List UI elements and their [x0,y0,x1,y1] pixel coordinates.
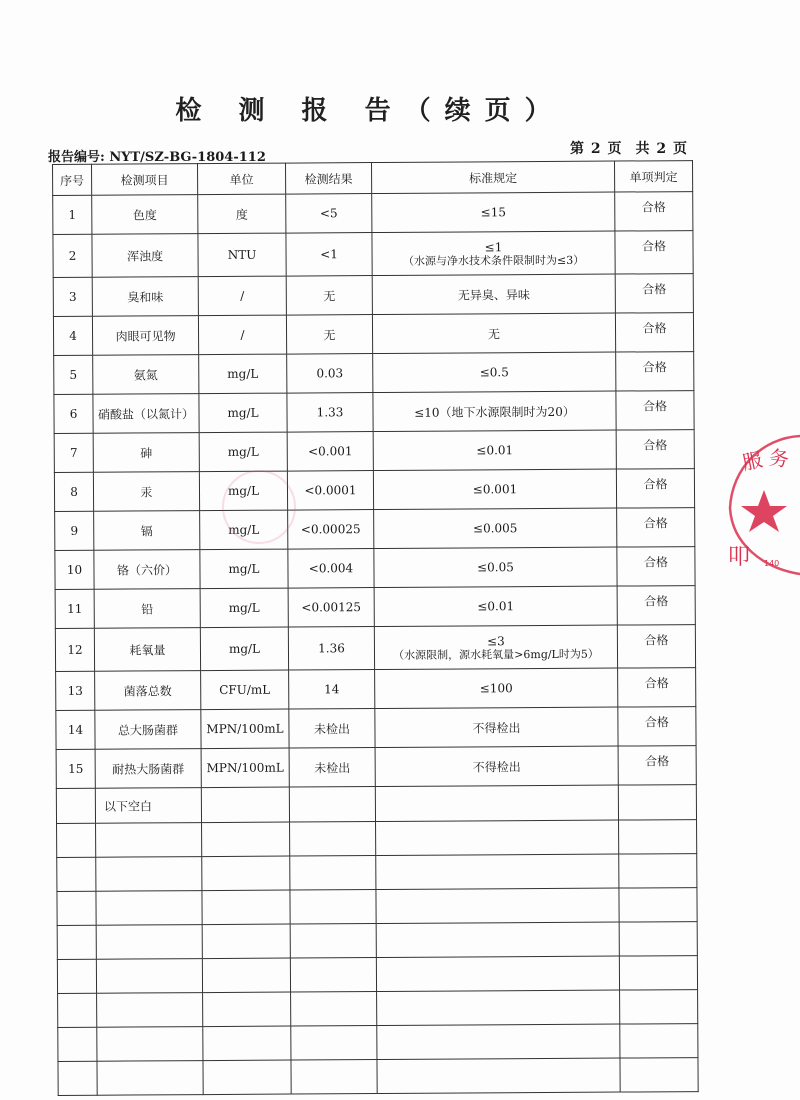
table-row [56,668,696,711]
row-unit: mg/L [200,549,288,589]
row-unit: MPN/100mL [201,709,289,749]
row-result: <0.004 [288,549,374,589]
blank-cell [620,1024,698,1058]
blank-cell [290,924,376,959]
blank-cell [290,822,376,857]
blank-cell [377,990,620,1025]
table-end-note-row [56,785,696,824]
column-header-standard: 标准规定 [371,161,614,193]
row-standard: 无异臭、异味 [372,274,615,314]
blank-cell [203,1060,291,1095]
row-item: 浑浊度 [92,234,198,278]
blank-cell [58,1027,97,1061]
row-unit: mg/L [200,627,288,671]
row-judge: 合格 [616,430,694,469]
blank-cell [619,956,697,990]
row-unit: / [198,315,286,355]
row-unit: / [198,276,286,316]
row-standard: ≤0.01 [374,586,617,626]
row-judge: 合格 [617,547,695,586]
blank-cell [377,1058,620,1093]
results-table [52,160,699,1096]
blank-cell [96,925,202,960]
row-item: 菌落总数 [95,671,201,711]
blank-cell [202,856,290,891]
blank-cell [290,890,376,925]
blank-cell [291,992,377,1027]
row-number: 1 [53,195,92,234]
row-number: 4 [53,316,92,355]
table-row [53,192,693,235]
row-number: 2 [53,234,92,277]
row-item: 耐热大肠菌群 [95,749,201,789]
row-standard: ≤10（地下水源限制时为20） [373,391,616,431]
blank-cell [56,788,95,823]
empty-table-row [57,854,697,892]
row-item: 硝酸盐（以氮计） [93,394,199,434]
blank-cell [201,787,289,823]
table-row [54,391,694,434]
row-result: 14 [289,670,375,710]
row-item: 铬（六价） [94,550,200,590]
row-number: 13 [56,671,95,710]
table-row [54,469,694,512]
table-row [55,586,695,629]
empty-table-row [58,1058,698,1096]
row-result: 未检出 [289,709,375,749]
table-row [53,231,693,278]
row-unit: mg/L [200,588,288,628]
row-number: 14 [56,710,95,749]
seal-star-icon [741,490,787,532]
row-unit: NTU [198,233,286,277]
row-standard: 不得检出 [375,707,618,747]
row-standard: ≤100 [375,668,618,708]
row-judge: 合格 [615,313,693,352]
row-unit: CFU/mL [201,670,289,710]
row-standard: ≤0.01 [373,430,616,470]
blank-cell [202,958,290,993]
row-standard: ≤0.05 [374,547,617,587]
blank-cell [291,1026,377,1061]
row-number: 11 [55,589,94,628]
row-result: 0.03 [287,354,373,394]
row-item: 砷 [93,433,199,473]
row-judge: 合格 [618,707,696,746]
row-standard: ≤0.005 [374,508,617,548]
row-judge: 合格 [617,586,695,625]
blank-cell [202,822,290,857]
row-judge: 合格 [615,274,693,313]
table-row [56,707,696,750]
blank-cell [96,823,202,858]
blank-cell [289,787,375,823]
row-item: 汞 [93,472,199,512]
blank-cell [57,925,96,959]
row-standard-main: ≤1 [484,239,503,254]
table-row [55,508,695,551]
row-number: 10 [55,550,94,589]
row-number: 7 [54,433,93,472]
row-item: 镉 [94,511,200,551]
row-standard: ≤0.001 [373,469,616,509]
blank-cell [57,823,96,857]
column-header-result: 检测结果 [285,163,371,195]
blank-cell [202,890,290,925]
row-number: 6 [54,394,93,433]
row-unit: 度 [198,194,286,234]
page-indicator: 第 2 页 共 2 页 [570,141,687,157]
row-standard: ≤15 [372,192,615,232]
empty-table-row [57,888,697,926]
blank-cell [620,990,698,1024]
row-number: 12 [55,628,94,671]
blank-cell [57,857,96,891]
row-result: <0.00125 [288,588,374,628]
blank-cell [619,854,697,888]
blank-cell [619,888,697,922]
faint-stamp-mark [222,470,296,544]
row-standard: 无 [372,313,615,353]
empty-table-row [57,820,697,858]
report-number-value: NYT/SZ-BG-1804-112 [109,150,266,165]
table-row [55,625,695,672]
row-standard: 不得检出 [375,746,618,786]
table-row [53,274,693,317]
blank-cell [96,959,202,994]
row-unit: MPN/100mL [201,748,289,788]
blank-cell [620,1058,698,1092]
blank-cell [203,992,291,1027]
row-result: 无 [286,276,372,316]
blank-cell [619,922,697,956]
table-row [53,313,693,356]
row-judge: 合格 [616,352,694,391]
row-judge: 合格 [617,508,695,547]
row-judge: 合格 [616,391,694,430]
row-judge: 合格 [617,625,695,668]
row-standard [374,625,617,669]
end-note: 以下空白 [95,788,201,824]
row-judge: 合格 [615,231,693,274]
blank-cell [376,820,619,855]
column-header-judge: 单项判定 [614,161,692,192]
row-judge: 合格 [618,668,696,707]
table-row [55,547,695,590]
row-result: <5 [286,194,372,234]
row-number: 3 [53,277,92,316]
table-header-row [53,161,693,196]
blank-cell [203,1026,291,1061]
blank-cell [377,1024,620,1059]
table-row [54,352,694,395]
column-header-item: 检测项目 [92,164,198,196]
row-result: <0.00025 [288,510,374,550]
page-title: 检 测 报 告（续页） [175,96,565,126]
column-header-unit: 单位 [198,163,286,195]
row-item: 铅 [94,589,200,629]
row-number: 9 [55,511,94,550]
blank-cell [376,922,619,957]
row-number: 8 [54,472,93,511]
report-number-label: 报告编号: [48,150,105,165]
row-judge: 合格 [618,746,696,785]
seal-number: 140 [764,559,780,568]
row-item: 氨氮 [93,355,199,395]
seal-text-1: 服 [740,447,765,475]
blank-cell [618,785,696,820]
table-row [56,746,696,789]
row-result: 未检出 [289,748,375,788]
blank-cell [96,891,202,926]
row-unit: mg/L [199,354,287,394]
official-seal [722,428,800,578]
row-item: 耗氧量 [94,628,200,672]
blank-cell [97,993,203,1028]
blank-cell [58,993,97,1027]
row-number: 15 [56,749,95,788]
blank-cell [58,1061,97,1095]
row-result: <1 [286,233,372,277]
row-standard-note: （水源限制，源水耗氧量>6mg/L时为5） [393,647,599,662]
row-item: 肉眼可见物 [92,316,198,356]
blank-cell [291,1060,377,1095]
seal-text-3: 叩 [728,545,751,570]
row-unit: mg/L [199,432,287,472]
row-unit: mg/L [200,510,288,550]
row-judge: 合格 [616,469,694,508]
row-result: <0.001 [287,432,373,472]
blank-cell [619,820,697,854]
row-result: 1.36 [288,627,374,671]
empty-table-row [57,956,697,994]
blank-cell [375,785,618,821]
row-item: 色度 [92,195,198,235]
row-standard-main: ≤3 [487,633,505,648]
blank-cell [376,854,619,889]
blank-cell [57,891,96,925]
blank-cell [376,888,619,923]
row-item: 臭和味 [92,277,198,317]
row-result: 无 [286,315,372,355]
row-item: 总大肠菌群 [95,710,201,750]
column-header-no: 序号 [53,164,92,195]
row-unit: mg/L [199,393,287,433]
row-standard [372,231,615,275]
blank-cell [290,958,376,993]
empty-table-row [58,990,698,1028]
table-row [54,430,694,473]
row-standard-note: （水源与净水技术条件限制时为≤3） [402,253,585,268]
empty-table-row [58,1024,698,1062]
blank-cell [290,856,376,891]
seal-text-2: 务 [767,445,791,472]
empty-table-row [57,922,697,960]
blank-cell [57,959,96,993]
blank-cell [96,857,202,892]
row-result: <0.0001 [287,471,373,511]
blank-cell [97,1027,203,1062]
blank-cell [97,1061,203,1096]
row-standard: ≤0.5 [373,352,616,392]
blank-cell [202,924,290,959]
row-unit: mg/L [199,471,287,511]
row-number: 5 [54,355,93,394]
blank-cell [376,956,619,991]
row-result: 1.33 [287,393,373,433]
row-judge: 合格 [615,192,693,231]
